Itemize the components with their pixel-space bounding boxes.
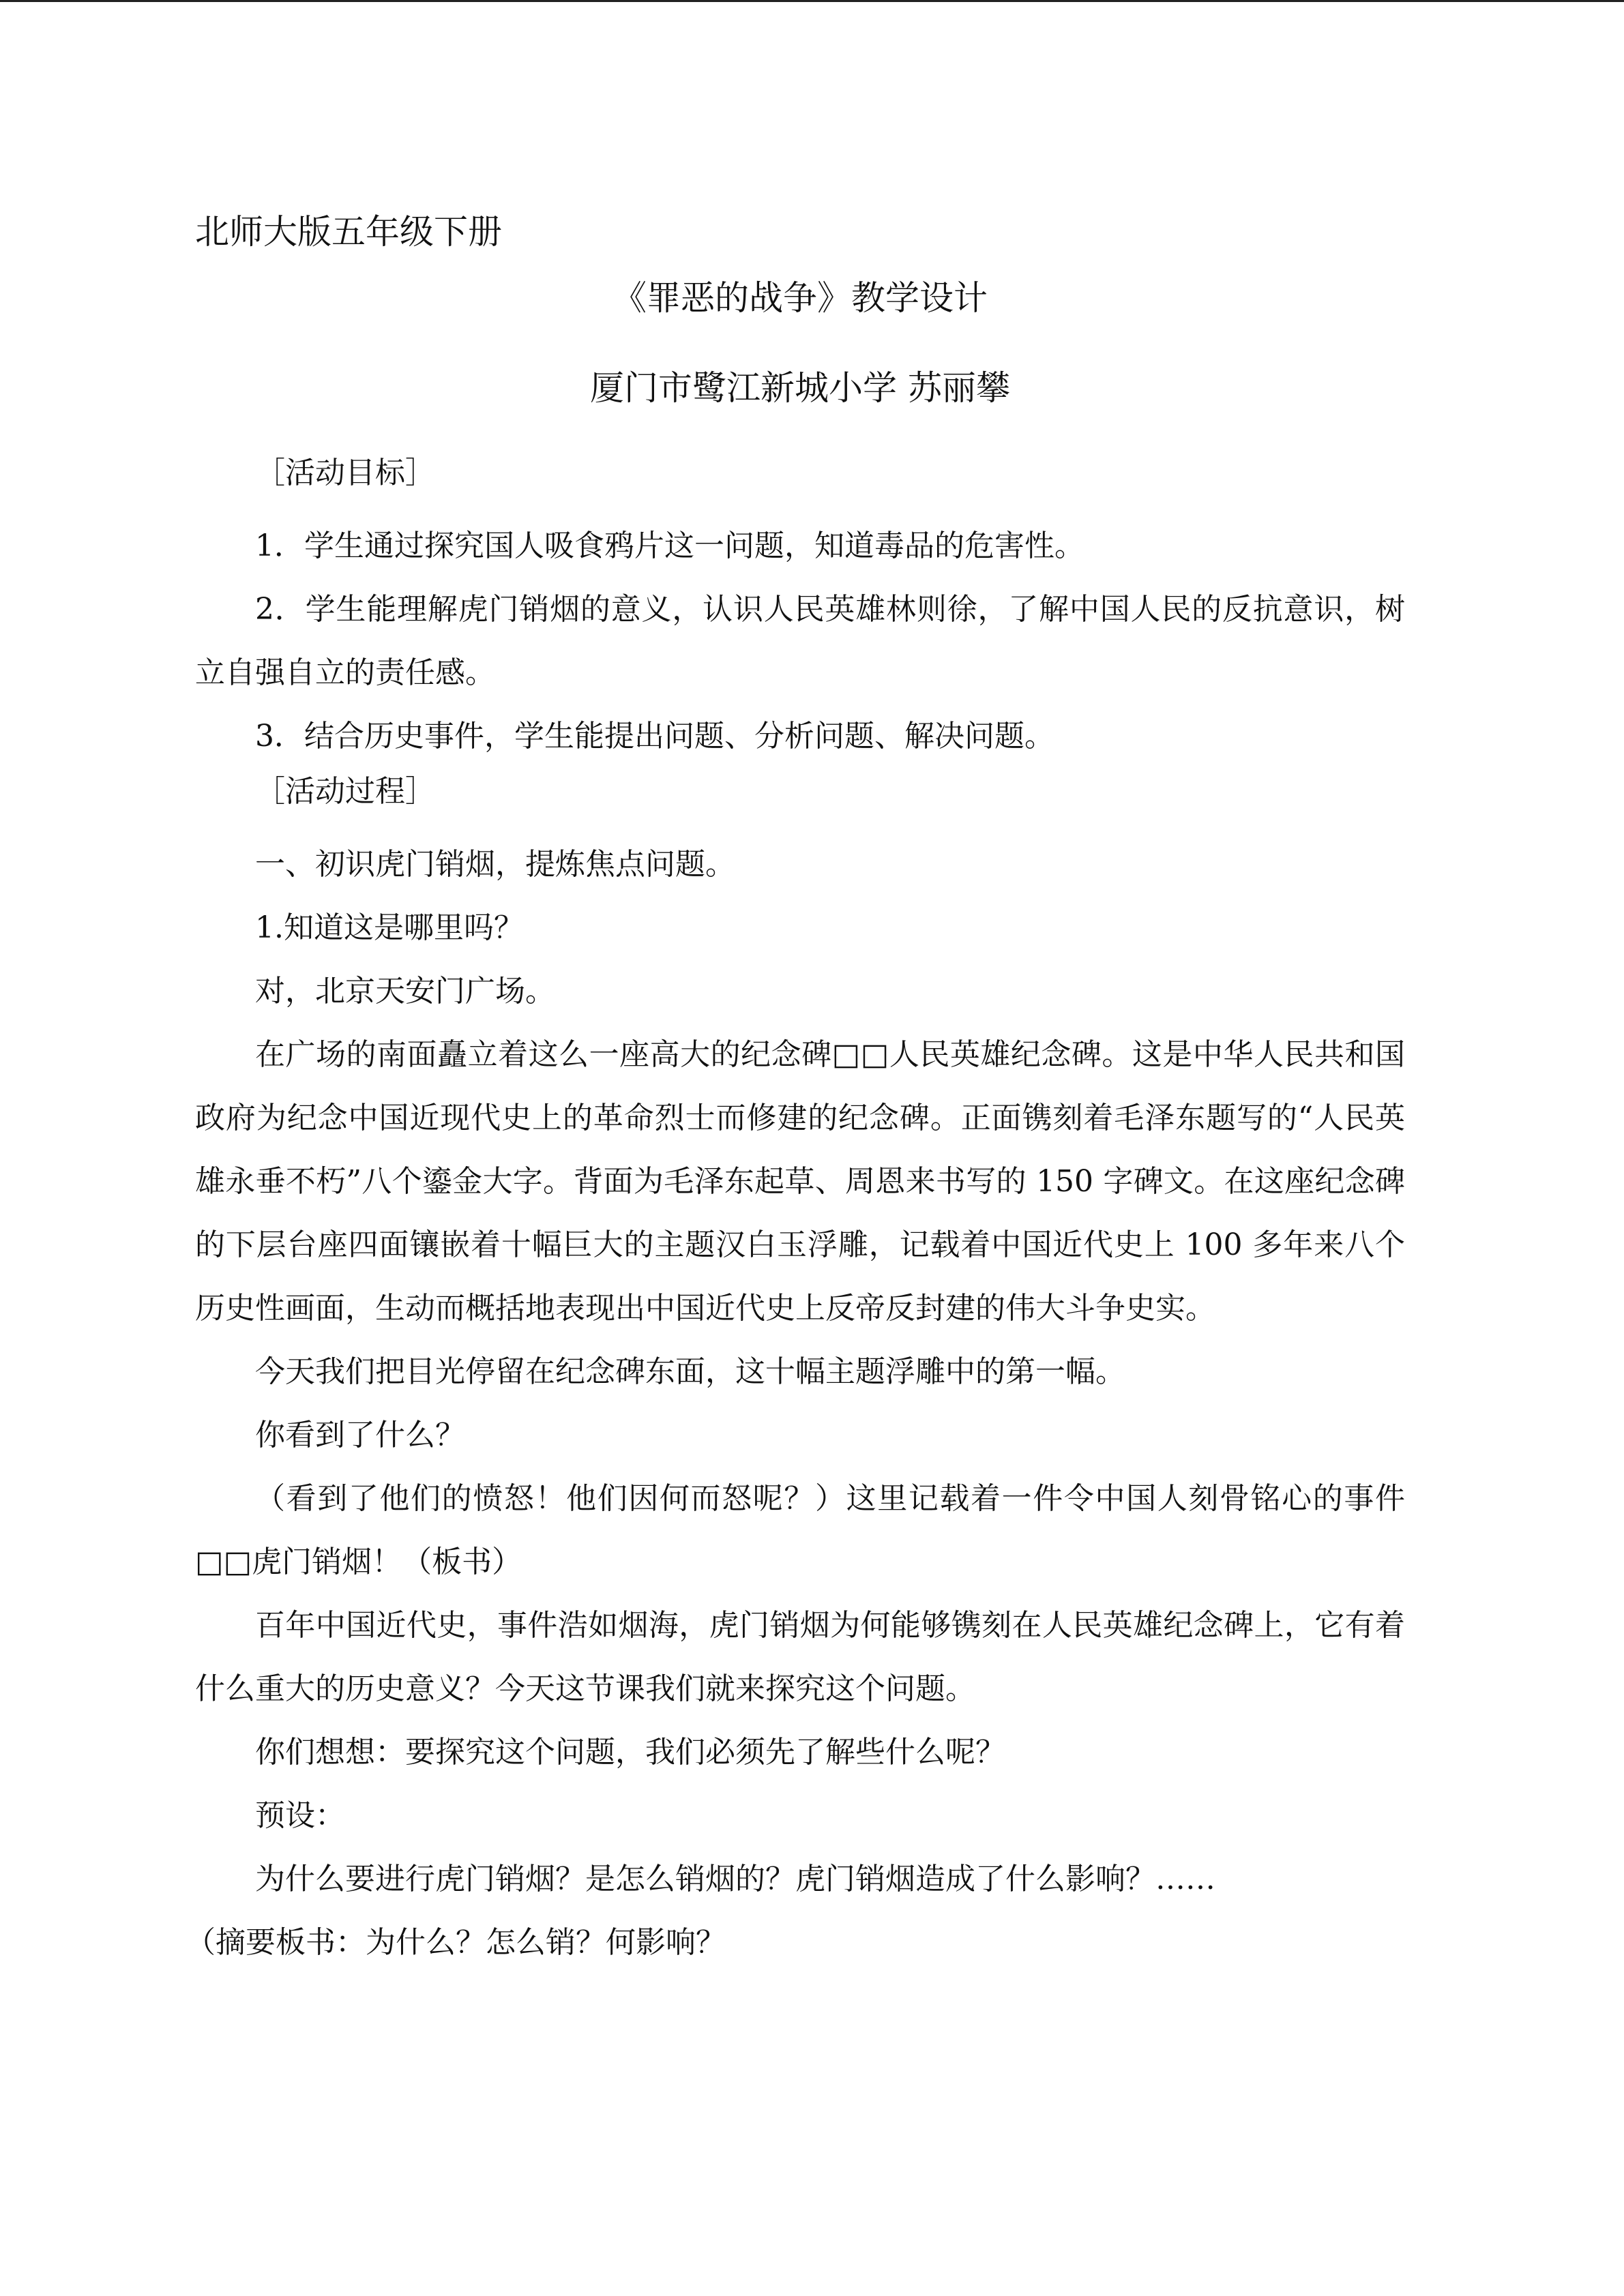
goal-item: 1．学生通过探究国人吸食鸦片这一问题，知道毒品的危害性。 bbox=[255, 528, 1084, 563]
event-paragraph: （看到了他们的愤怒！他们因何而怒呢？）这里记载着一件令中国人刻骨铭心的事件□□虎门销烟！（板书） bbox=[195, 1481, 1405, 1579]
answer-paragraph: 对，北京天安门广场。 bbox=[255, 974, 555, 1009]
goal-item: 2．学生能理解虎门销烟的意义，认识人民英雄林则徐，了解中国人民的反抗意识，树立自强自立的责任感。 bbox=[195, 592, 1405, 690]
significance-paragraph: 百年中国近代史，事件浩如烟海，虎门销烟为何能够镌刻在人民英雄纪念碑上，它有着什么重大的历史意义？今天这节课我们就来探究这个问题。 bbox=[195, 1608, 1405, 1706]
question-paragraph: 1.知道这是哪里吗？ bbox=[255, 910, 524, 945]
textbook-header: 北师大版五年级下册 bbox=[195, 212, 502, 252]
document-title: 《罪恶的战争》教学设计 bbox=[612, 278, 988, 318]
observation-question: 你看到了什么？ bbox=[255, 1418, 465, 1452]
goals-heading: ［活动目标］ bbox=[255, 456, 435, 490]
top-border-line bbox=[0, 0, 1624, 2]
inquiry-question: 你们想想：要探究这个问题，我们必须先了解些什么呢？ bbox=[255, 1735, 1005, 1770]
document-page bbox=[186, 205, 1405, 1974]
goal-item: 3．结合历史事件，学生能提出问题、分析问题、解决问题。 bbox=[255, 719, 1054, 754]
preset-label: 预设： bbox=[255, 1798, 345, 1833]
monument-paragraph: 在广场的南面矗立着这么一座高大的纪念碑□□人民英雄纪念碑。这是中华人民共和国政府为纪念中国近现代史上的革命烈士而修建的纪念碑。正面镌刻着毛泽东题写的“人民英雄永垂不朽”八个鎏金大字。背面为毛泽东起草、周恩来书写的 150 字碑文。在这座纪念碑的下层台座四面镶嵌着十幅巨大的主题汉白玉浮雕，记载着中国近代史上 100 多年来八个历史性画面，生动而概括地表现出中国近代史上反帝反封建的伟大斗争史实。 bbox=[195, 1037, 1405, 1326]
author-line: 厦门市鹭江新城小学 苏丽攀 bbox=[590, 368, 1010, 408]
preset-questions: 为什么要进行虎门销烟？是怎么销烟的？虎门销烟造成了什么影响？…… bbox=[255, 1862, 1215, 1896]
process-step-heading: 一、初识虎门销烟，提炼焦点问题。 bbox=[255, 847, 735, 882]
board-summary-note: （摘要板书：为什么？怎么销？何影响？ bbox=[186, 1925, 726, 1960]
process-heading: ［活动过程］ bbox=[255, 774, 435, 809]
relief-paragraph: 今天我们把目光停留在纪念碑东面，这十幅主题浮雕中的第一幅。 bbox=[255, 1354, 1125, 1389]
